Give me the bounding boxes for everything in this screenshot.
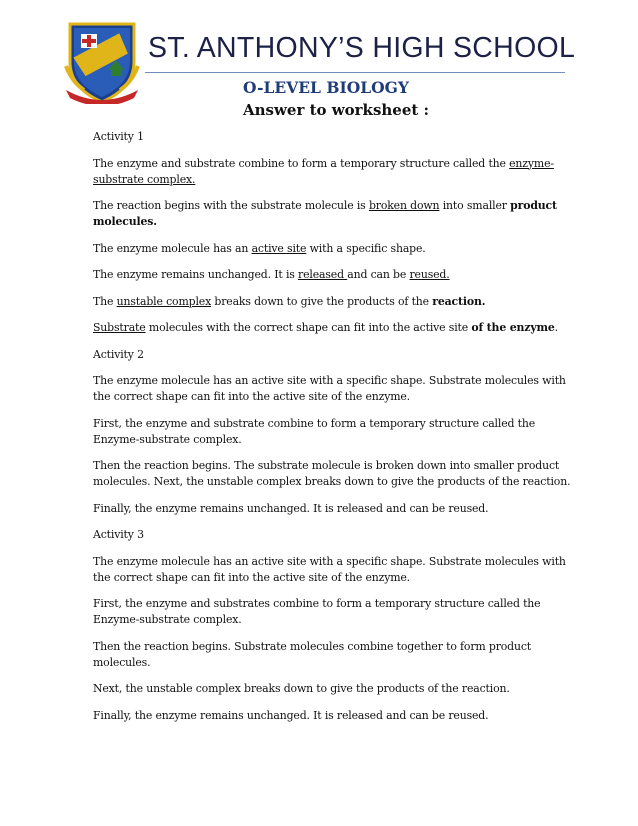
activity-2-paragraph: The enzyme molecule has an active site with a specific shape. Substrate molecules with the correct shape can fit into the active site of the enzyme. xyxy=(93,374,566,403)
worksheet-title: Answer to worksheet : xyxy=(243,101,430,119)
activity-3-paragraph: Next, the unstable complex breaks down to give the products of the reaction. xyxy=(93,682,510,695)
activity-3-paragraph: Then the reaction begins. Substrate molecules combine together to form product molecules. xyxy=(93,639,532,669)
school-crest-icon xyxy=(64,20,140,104)
activity-3-paragraph: The enzyme molecule has an active site with a specific shape. Substrate molecules with the correct shape can fit into the active site of the enzyme. xyxy=(93,554,566,584)
answer-term: broken down xyxy=(368,199,440,212)
activity-1-heading: Activity 1 xyxy=(93,130,144,143)
answer-term: active site xyxy=(251,241,307,255)
document-body xyxy=(93,129,573,734)
activity-3-heading: Activity 3 xyxy=(93,528,144,541)
activity-2-heading: Activity 2 xyxy=(93,347,144,361)
activity-2-paragraph: Finally, the enzyme remains unchanged. It is released and can be reused. xyxy=(93,501,489,515)
activity-1-paragraph: Substrate molecules with the correct shape can fit into the active site of the enzyme. xyxy=(93,321,558,334)
activity-1-paragraph: The enzyme molecule has an active site with a specific shape. xyxy=(93,241,426,255)
activity-2-paragraph: Then the reaction begins. The substrate molecule is broken down into smaller product molecules. Next, the unstable complex breaks down to give the products of the reaction. xyxy=(93,459,571,488)
answer-term: enzyme-substrate complex. xyxy=(93,156,554,186)
activity-1-paragraph: The reaction begins with the substrate molecule is broken down into smaller product molecules. xyxy=(93,199,557,228)
activity-1-paragraph: The enzyme remains unchanged. It is released and can be reused. xyxy=(93,268,450,281)
activity-1-paragraph: The unstable complex breaks down to give the products of the reaction. xyxy=(93,294,486,308)
activity-2-paragraph: First, the enzyme and substrate combine to form a temporary structure called the Enzyme-substrate complex. xyxy=(93,416,536,446)
answer-term: unstable complex xyxy=(116,294,212,308)
answer-term: reused. xyxy=(409,268,450,281)
bold-term: product molecules. xyxy=(93,199,557,228)
answer-term: released xyxy=(298,268,348,281)
activity-3-paragraph: Finally, the enzyme remains unchanged. It is released and can be reused. xyxy=(93,708,489,722)
header-divider xyxy=(145,72,565,73)
bold-term: reaction. xyxy=(432,294,486,308)
school-name: ST. ANTHONY’S HIGH SCHOOL xyxy=(148,32,576,64)
activity-3-paragraph: First, the enzyme and substrates combine to form a temporary structure called the Enzyme-substrate complex. xyxy=(93,597,541,626)
activity-1-paragraph: The enzyme and substrate combine to form a temporary structure called the enzyme-substrate complex. xyxy=(93,156,554,186)
bold-term: of the enzyme xyxy=(471,321,555,334)
subject-title: O-LEVEL BIOLOGY xyxy=(243,78,409,97)
answer-term: Substrate xyxy=(93,321,146,334)
